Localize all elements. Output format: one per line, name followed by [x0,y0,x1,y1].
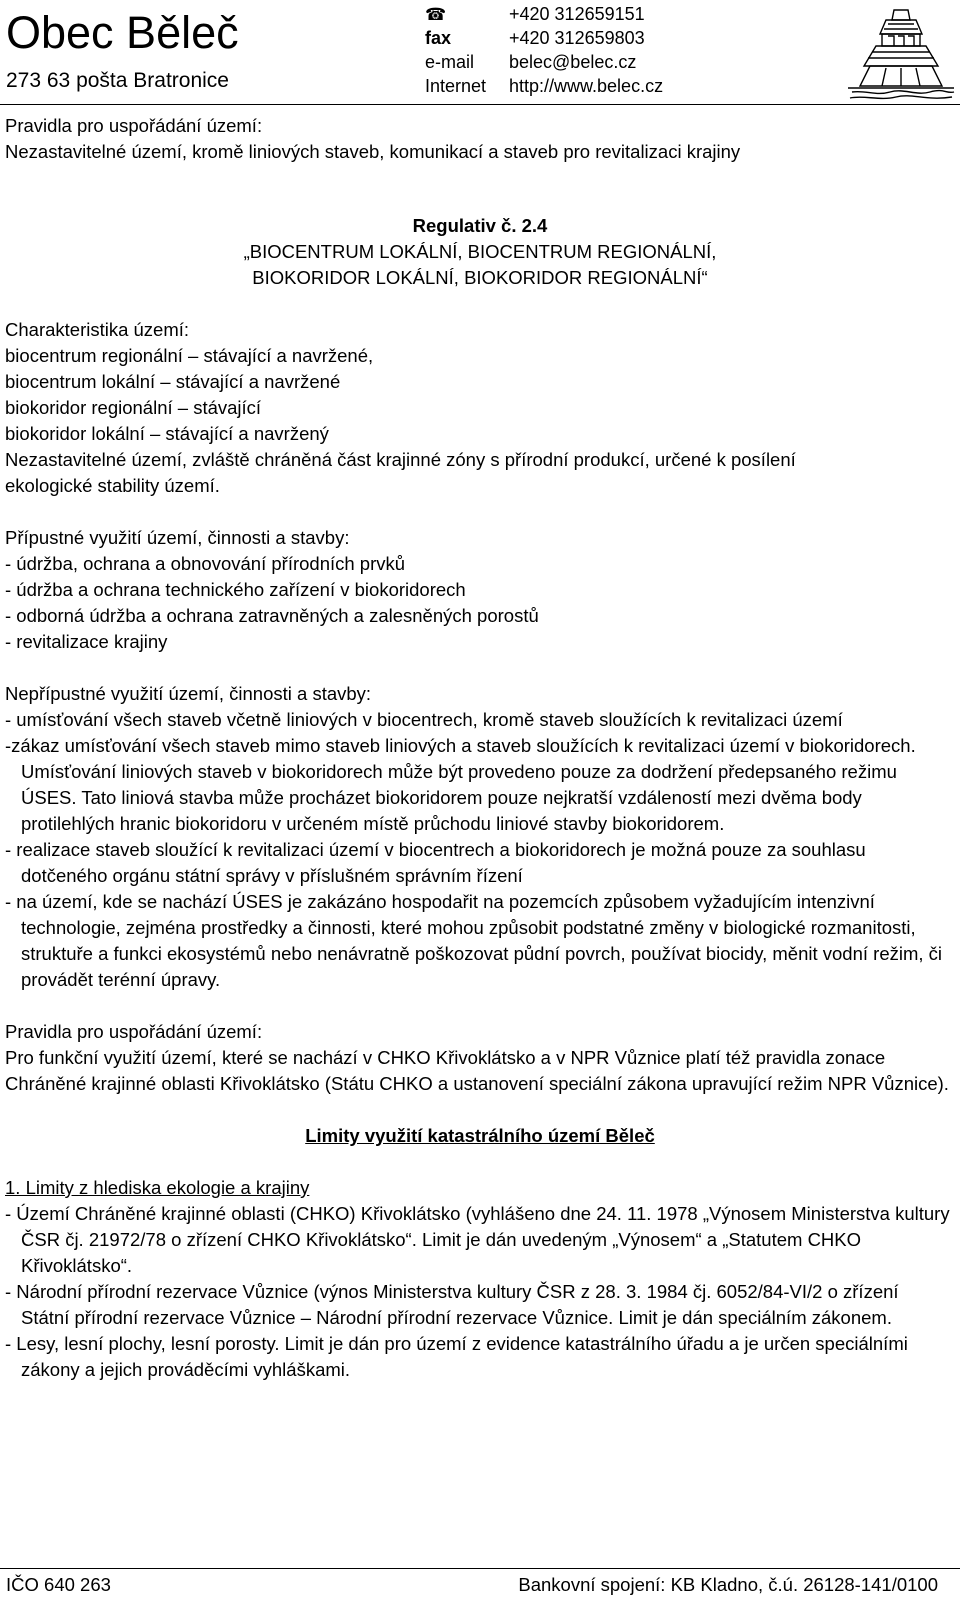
regulativ-subtitle-1: „BIOCENTRUM LOKÁLNÍ, BIOCENTRUM REGIONÁLNÍ, [243,241,717,262]
header-divider [0,104,960,105]
forbidden-item: - umísťování všech staveb včetně liniových v biocentrech, kromě staveb sloužících k revitalizaci území [5,709,843,730]
permitted-item: - odborná údržba a ochrana zatravněných a zalesněných porostů [5,605,539,626]
regulativ-subtitle-2: BIOKORIDOR LOKÁLNÍ, BIOKORIDOR REGIONÁLNÍ“ [252,267,708,288]
contact-label-phone [425,2,509,26]
contact-value-email[interactable]: belec@belec.cz [509,52,637,72]
limits-item: - Území Chráněné krajinné oblasti (CHKO) Křivoklátsko (vyhlášeno dne 24. 11. 1978 „Výnosem Ministerstva kultury ČSR čj. 21972/78 o zřízení CHKO Křivoklátsko“. Limit je dán uvedeným „Výnosem“ a „Statutem CHKO Křivoklátsko“. [5,1203,950,1276]
permitted-item: - údržba, ochrana a obnovování přírodních prvků [5,553,406,574]
permitted-item: - revitalizace krajiny [5,631,168,652]
regulativ-title: Regulativ č. 2.4 [412,215,548,236]
contact-value-phone: +420 312659151 [509,4,645,24]
contact-block [425,2,663,98]
contact-label-email: e-mail [425,52,475,72]
forbidden-item: - realizace staveb sloužící k revitalizaci území v biocentrech a biokoridorech je možná pouze za souhlasu dotčeného orgánu státní správy v příslušném správním řízení [5,839,866,886]
org-name: Obec Běleč [6,7,239,58]
limits-item: - Lesy, lesní plochy, lesní porosty. Limit je dán pro území z evidence katastrálního úřadu a je určen speciálními zákony a jejich prováděcími vyhláškami. [5,1333,908,1380]
footer-ico: IČO 640 263 [6,1574,111,1595]
contact-row-fax [425,26,663,50]
forbidden-item: -zákaz umísťování všech staveb mimo staveb liniových a staveb sloužících k revitalizaci území v biokoridorech. Umísťování liniových staveb v biokoridorech může být provedeno pouze za dodržení předepsaného režimu ÚSES. Tato liniová stavba může procházet biokoridorem pouze nejkratší vzdáleností mezi dvěma body protilehlých hranic biokoridoru v určeném místě průchodu liniové stavby biokoridorem. [5,735,916,834]
contact-row-email [425,50,663,74]
contact-row-internet [425,74,663,98]
contact-label-fax: fax [425,28,452,48]
footer-divider [0,1568,960,1569]
phone-icon: ☎ [425,5,447,24]
contact-row-phone [425,2,663,26]
forbidden-heading: Nepřípustné využití území, činnosti a stavby: [5,683,372,704]
contact-value-internet[interactable]: http://www.belec.cz [509,76,664,96]
limits-title: Limity využití katastrálního území Běleč [305,1125,655,1146]
characteristics-item: biokoridor regionální – stávající [5,397,262,418]
characteristics-note: Nezastavitelné území, zvláště chráněná část krajinné zóny s přírodní produkcí, určené k posílení ekologické stability území. [5,449,796,496]
rules-heading: Pravidla pro uspořádání území: [5,115,263,136]
characteristics-heading: Charakteristika území: [5,319,190,340]
contact-value-fax: +420 312659803 [509,28,645,48]
characteristics-item: biokoridor lokální – stávající a navržený [5,423,329,444]
bell-tower-logo [846,6,956,102]
contact-label-internet: Internet [425,76,487,96]
permitted-heading: Přípustné využití území, činnosti a stavby: [5,527,350,548]
limits-subheading: 1. Limity z hlediska ekologie a krajiny [5,1177,310,1198]
rules-text: Nezastavitelné území, kromě liniových staveb, komunikací a staveb pro revitalizaci krajiny [5,141,741,162]
forbidden-item: - na území, kde se nachází ÚSES je zakázáno hospodařit na pozemcích způsobem vyžadujícím intenzivní technologie, zejména prostředky a činnosti, které mohou způsobit podstatné změny v biologické rozmanitosti, struktuře a funkci ekosystémů nebo nenávratně poškozovat půdní povrch, používat biocidy, měnit vodní režim, či provádět terénní úpravy. [5,891,943,990]
rules2-heading: Pravidla pro uspořádání území: [5,1021,263,1042]
rules2-text: Pro funkční využití území, které se nachází v CHKO Křivoklátsko a v NPR Vůznice platí též pravidla zonace Chráněné krajinné oblasti Křivoklátsko (Státu CHKO a ustanovení speciální zákona upravující režim NPR Vůznice). [5,1047,949,1094]
limits-item: - Národní přírodní rezervace Vůznice (výnos Ministerstva kultury ČSR z 28. 3. 1984 čj. 6052/84-VI/2 o zřízení Státní přírodní rezervace Vůznice – Národní přírodní rezervace Vůznice. Limit je dán speciálním zákonem. [5,1281,899,1328]
permitted-item: - údržba a ochrana technického zařízení v biokoridorech [5,579,466,600]
letterhead [0,0,960,104]
characteristics-item: biocentrum lokální – stávající a navržené [5,371,341,392]
org-address: 273 63 pošta Bratronice [6,69,229,92]
footer-bank: Bankovní spojení: KB Kladno, č.ú. 26128-141/0100 [518,1574,938,1595]
document-body [5,113,955,1383]
characteristics-item: biocentrum regionální – stávající a navržené, [5,345,374,366]
